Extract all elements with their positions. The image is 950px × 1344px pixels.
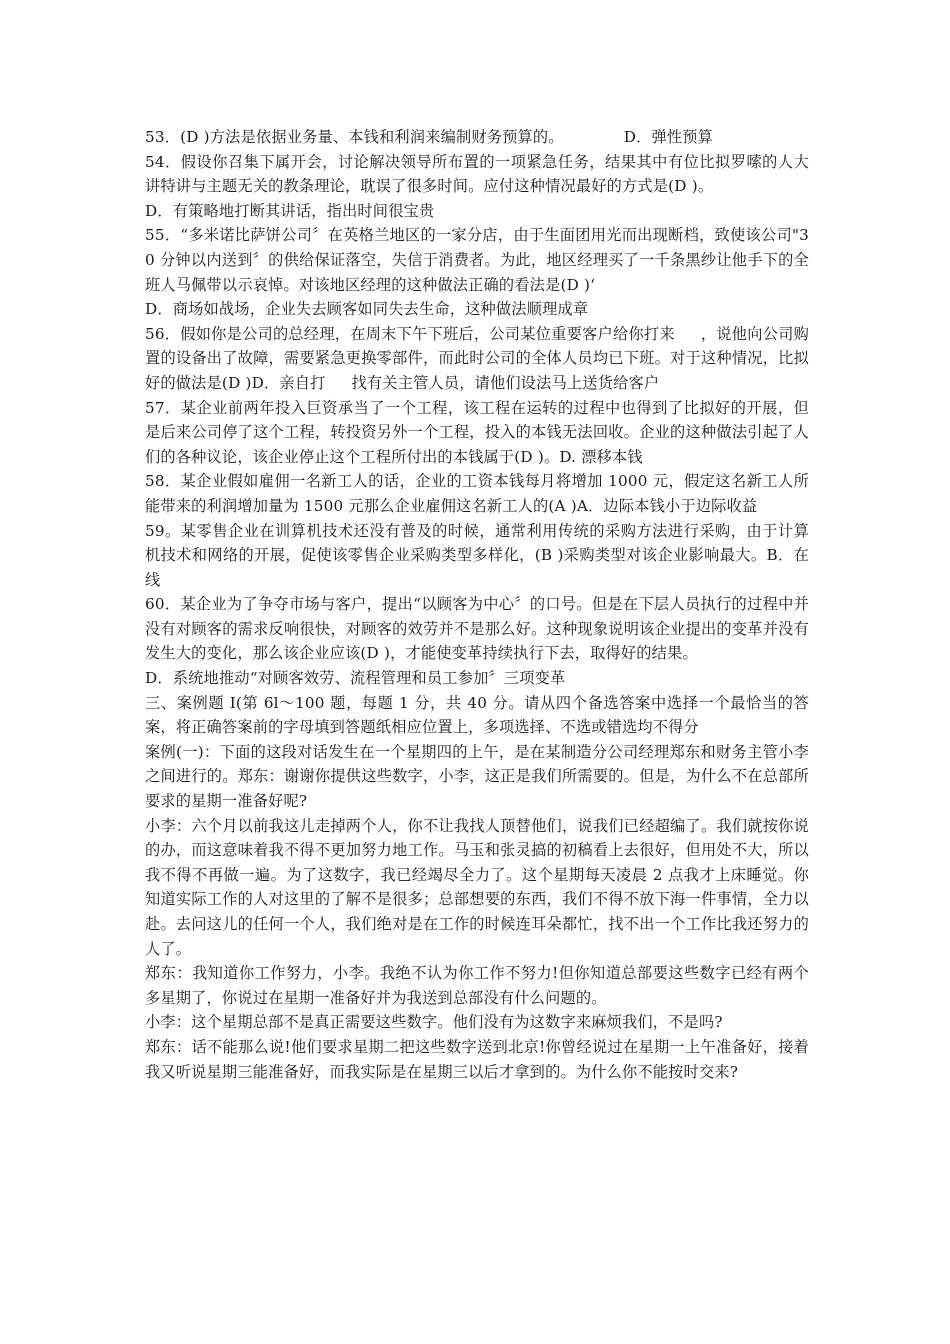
question-58 (145, 469, 809, 518)
document-page (145, 125, 809, 1084)
question-55 (145, 223, 809, 297)
question-56-text-3: 找有关主管人员，请他们设法马上送货给客户 (351, 373, 660, 392)
question-56-text-2: ，说他向公司购置的设备出了故障，需要紧急更换零部件，而此时公司的全体人员均已下班。对于这种情况，比拟好的做法是(D )D．亲自打 (145, 324, 809, 392)
dialogue-line (145, 961, 809, 1010)
dialogue-text: 小李：六个月以前我这儿走掉两个人，你不让我找人顶替他们，说我们已经超编了。我们就按你说的办，而这意味着我不得不更加努力地工作。马玉和张灵搞的初稿看上去很好，但用处不大，所以我不得不再做一遍。为了这数字，我已经竭尽全力了。这个星期每天凌晨 2 点我才上床睡觉。你知道实际工作的人对这里的了解不是很多；总部想要的东西，我们不得不放下海一件事情，全力以赴。去问这儿的任何一个人，我们绝对是在工作的时候连耳朵都忙，找不出一个工作比我还努力的人了。 (145, 816, 809, 958)
question-59 (145, 519, 809, 593)
question-55-text: 55．“多米诺比萨饼公司〞在英格兰地区的一家分店，由于生面团用光而出现断档，致使该公司"30 分钟以内送到〞的供给保证落空，失信于消费者。为此，地区经理买了一千条黑纱让他手下的全班人马佩带以示哀悼。对该地区经理的这种做法正确的看法是(D )‘ (145, 226, 809, 294)
question-53 (145, 125, 809, 150)
question-54-answer (145, 199, 809, 224)
question-54-text: 54．假设你召集下属开会，讨论解决领导所布置的一项紧急任务，结果其中有位比拟罗嗦的人大讲特讲与主题无关的教条理论，耽误了很多时间。应付这种情况最好的方式是(D )。 (145, 152, 809, 196)
dialogue-text: 郑东：话不能那么说!他们要求星期二把这些数字送到北京!你曾经说过在星期一上午准备好，接着我又听说星期三能准备好，而我实际是在星期三以后才拿到的。为什么你不能按时交来? (145, 1037, 809, 1081)
section-heading-text: 三、案例题 I(第 6l～100 题，每题 1 分，共 40 分。请从四个备选答案中选择一个最恰当的答案，将正确答案前的字母填到答题纸相应位置上，多项选择、不选或错选均不得分 (145, 693, 809, 737)
answer-text: D．系统地推动“对顾客效劳、流程管理和员工参加〞三项变革 (145, 669, 566, 688)
dialogue-text: 郑东：我知道你工作努力，小李。我绝不认为你工作不努力!但你知道总部要这些数字已经有两个多星期了，你说过在星期一准备好并为我送到总部没有什么问题的。 (145, 964, 809, 1007)
question-59-text: 59。某零售企业在训算机技术还没有普及的时候，通常利用传统的采购方法进行采购，由于计算机技术和网络的开展，促使该零售企业采购类型多样化，(B )采购类型对该企业影响最大。B．在线 (145, 521, 809, 589)
answer-text: D．商场如战场，企业失去顾客如同失去生命，这种做法顺理成章 (145, 300, 589, 319)
question-57-text: 57．某企业前两年投入巨资承当了一个工程，该工程在运转的过程中也得到了比拟好的开展，但是后来公司停了这个工程，转投资另外一个工程，投入的本钱无法回收。企业的这种做法引起了人们的各种议论，该企业停止这个工程所付出的本钱属于(D )。D. 漂移本钱 (145, 398, 809, 466)
dialogue-line (145, 814, 809, 962)
question-53-answer: D．弹性预算 (623, 128, 714, 146)
dialogue-line (145, 1010, 809, 1035)
case-intro (145, 740, 809, 814)
question-56 (145, 322, 809, 396)
question-57 (145, 396, 809, 470)
question-58-text: 58．某企业假如雇佣一名新工人的话，企业的工资本钱每月将增加 1000 元，假定这名新工人所能带来的利润增加量为 1500 元那么企业雇佣这名新工人的(A )A．边际本钱小于边际收益 (145, 472, 809, 515)
question-60-answer (145, 666, 809, 691)
question-54 (145, 150, 809, 199)
question-60-text: 60．某企业为了争夺市场与客户，提出“以顾客为中心〞的口号。但是在下层人员执行的过程中并没有对顾客的需求反响很快，对顾客的效劳并不是那么好。这种现象说明该企业提出的变革并没有发生大的变化，那么该企业应该(D )，才能使变革持续执行下去，取得好的结果。 (145, 595, 809, 663)
answer-text: D．有策略地打断其讲话，指出时间很宝贵 (145, 201, 435, 220)
dialogue-text: 小李：这个星期总部不是真正需要这些数字。他们没有为这数字来麻烦我们，不是吗? (145, 1013, 723, 1032)
question-55-answer (145, 297, 809, 322)
section-heading (145, 691, 809, 740)
case-intro-text: 案例(一)：下面的这段对话发生在一个星期四的上午，是在某制造分公司经理郑东和财务主管小李之间进行的。郑东：谢谢你提供这些数字，小李，这正是我们所需要的。但是，为什么不在总部所要求的星期一准备好呢? (145, 742, 809, 811)
dialogue-line (145, 1035, 809, 1084)
question-56-text-1: 56．假如你是公司的总经理，在周末下午下班后，公司某位重要客户给你打来 (145, 324, 675, 343)
question-53-text: 53．(D )方法是依据业务量、本钱和利润来编制财务预算的。 (145, 128, 564, 146)
question-60 (145, 592, 809, 666)
